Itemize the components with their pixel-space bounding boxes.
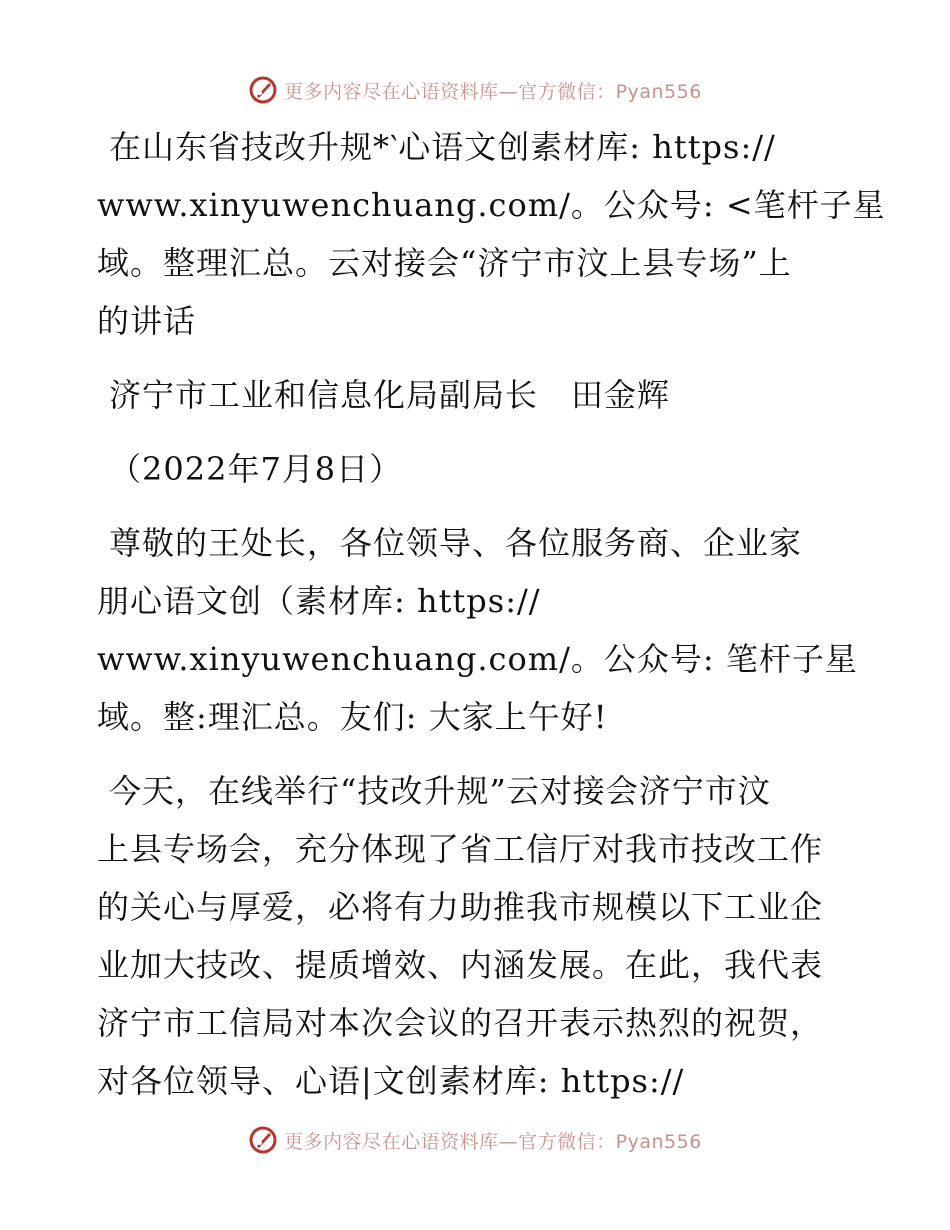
- footer-watermark-banner: [0, 1120, 950, 1160]
- watermark-text: 更多内容尽在心语资料库—官方微信：Pyan556: [284, 1130, 702, 1153]
- text-line: www.xinyuwenchuang.com/。公众号: <笔杆子星: [97, 186, 886, 224]
- text-line: 域。整:理汇总。友们: 大家上午好!: [97, 698, 608, 736]
- speaker-paragraph: [97, 366, 857, 424]
- red-circle-pen-logo-icon: [248, 75, 278, 105]
- text-line: 今天，在线举行“技改升规”云对接会济宁市汶: [109, 772, 771, 810]
- text-line: 在山东省技改升规*‵心语文创素材库: https://: [109, 128, 776, 166]
- text-line: 的讲话: [97, 302, 197, 340]
- title-paragraph: [97, 118, 886, 350]
- text-line: www.xinyuwenchuang.com/。公众号: 笔杆子星: [97, 640, 858, 678]
- text-line: 尊敬的王处长，各位领导、各位服务商、企业家: [109, 524, 803, 562]
- text-line: 的关心与厚爱，必将有力助推我市规模以下工业企: [97, 888, 824, 926]
- greeting-paragraph: [97, 514, 857, 746]
- speaker-line: 济宁市工业和信息化局副局长 田金辉: [109, 376, 671, 414]
- text-line: 域。整理汇总。云对接会“济宁市汶上县专场”上: [97, 244, 792, 282]
- red-circle-pen-logo-icon: [248, 1125, 278, 1155]
- text-line: 朋心语文创（素材库: https://: [97, 582, 541, 620]
- document-body: [97, 118, 886, 1126]
- body-paragraph: [97, 762, 857, 1110]
- date-paragraph: [97, 440, 857, 498]
- text-line: 上县专场会，充分体现了省工信厅对我市技改工作: [97, 830, 824, 868]
- text-line: 对各位领导、心语|文创素材库: https://: [97, 1062, 685, 1100]
- watermark-text: 更多内容尽在心语资料库—官方微信：Pyan556: [284, 80, 702, 103]
- date-line: （2022年7月8日）: [109, 450, 403, 488]
- header-watermark-banner: [0, 70, 950, 110]
- text-line: 业加大技改、提质增效、内涵发展。在此，我代表: [97, 946, 824, 984]
- text-line: 济宁市工信局对本次会议的召开表示热烈的祝贺，: [97, 1004, 824, 1042]
